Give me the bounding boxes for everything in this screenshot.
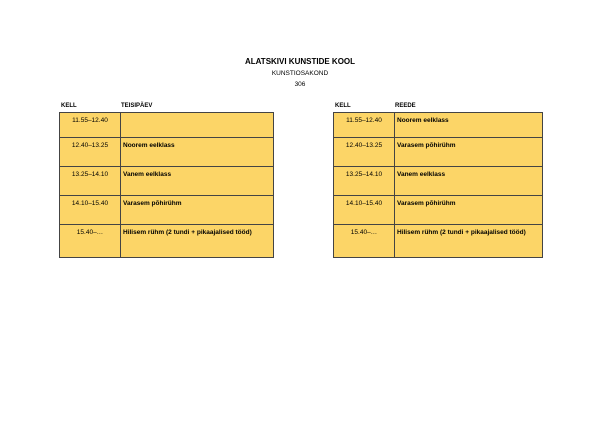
table-row [60,138,274,167]
group-cell [121,113,274,138]
tuesday-schedule [59,103,274,258]
school-title: ALATSKIVI KUNSTIDE KOOL [244,57,356,66]
schedule-table [59,112,274,258]
time-cell: 11.55–12.40 [60,113,121,138]
table-row [334,167,543,196]
group-cell: Varasem põhirühm [121,196,274,225]
time-column-header: KELL [335,103,351,109]
time-column-header: KELL [61,103,77,109]
time-cell: 14.10–15.40 [60,196,121,225]
time-cell: 15.40–… [60,225,121,258]
table-row [334,138,543,167]
room-number: 306 [294,81,306,88]
time-cell: 12.40–13.25 [334,138,395,167]
time-cell: 14.10–15.40 [334,196,395,225]
time-cell: 12.40–13.25 [60,138,121,167]
group-cell: Hilisem rühm (2 tundi + pikaajalised tööd) [395,225,543,258]
group-cell: Vanem eelklass [395,167,543,196]
group-cell: Noorem eelklass [395,113,543,138]
schedule-table [333,112,543,258]
time-cell: 13.25–14.10 [334,167,395,196]
column-headers [333,103,543,112]
day-column-header: REEDE [395,103,416,109]
table-row [334,113,543,138]
time-cell: 15.40–… [334,225,395,258]
document-header [0,56,600,90]
table-row [60,225,274,258]
group-cell: Varasem põhirühm [395,196,543,225]
table-row [60,113,274,138]
time-cell: 13.25–14.10 [60,167,121,196]
group-cell: Hilisem rühm (2 tundi + pikaajalised tööd) [121,225,274,258]
table-row [334,225,543,258]
friday-schedule [333,103,543,258]
column-headers [59,103,274,112]
table-row [334,196,543,225]
day-column-header: TEISIPÄEV [121,103,153,109]
group-cell: Vanem eelklass [121,167,274,196]
department-subtitle: KUNSTIOSAKOND [271,70,329,77]
table-row [60,196,274,225]
group-cell: Noorem eelklass [121,138,274,167]
group-cell: Varasem põhirühm [395,138,543,167]
table-row [60,167,274,196]
time-cell: 11.55–12.40 [334,113,395,138]
